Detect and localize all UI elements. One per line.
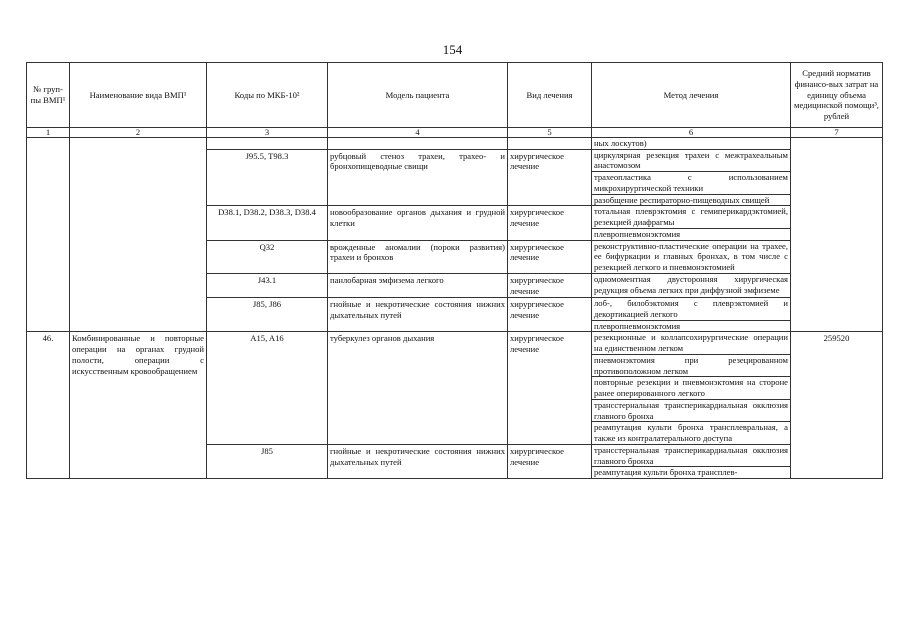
patient-model-cell: туберкулез органов дыхания	[328, 332, 508, 444]
icd-codes-cell: A15, A16	[207, 332, 328, 444]
treatment-method-cell	[592, 240, 791, 273]
column-number: 3	[207, 128, 328, 138]
vmp-name-cell	[70, 138, 207, 332]
column-number: 5	[508, 128, 592, 138]
treatment-method-cell	[592, 273, 791, 297]
icd-codes-cell: J95.5, T98.3	[207, 149, 328, 206]
treatment-method-item: лоб-, билобэктомия с плеврэктомией и декортикацией легкого	[594, 298, 788, 320]
header-treatment-method: Метод лечения	[592, 63, 791, 128]
patient-model-cell: новообразование органов дыхания и грудной клетки	[328, 206, 508, 240]
treatment-type-cell: хирургическое лечение	[508, 206, 592, 240]
treatment-method-item: плевропневмонэктомия	[594, 320, 681, 331]
group-number-cell	[27, 138, 70, 332]
patient-model-cell: панлобарная эмфизема легкого	[328, 273, 508, 297]
patient-model-cell: гнойные и некротические состояния нижних дыхательных путей	[328, 444, 508, 478]
patient-model-cell: гнойные и некротические состояния нижних дыхательных путей	[328, 298, 508, 332]
treatment-method-cell	[592, 138, 791, 150]
treatment-method-item: реконструктивно-пластические операции на трахее, ее бифуркации и главных бронхах, в том числе с резекцией легкого и пневмонэктомией	[594, 240, 788, 273]
treatment-type-cell: хирургическое лечение	[508, 240, 592, 273]
column-number: 6	[592, 128, 791, 138]
treatment-method-item: одномоментная двусторонняя хирургическая редукция объема легких при диффузной эмфиземе	[594, 273, 788, 295]
treatment-type-cell: хирургическое лечение	[508, 298, 592, 332]
column-number: 7	[791, 128, 883, 138]
icd-codes-cell: J43.1	[207, 273, 328, 297]
page-number: 154	[442, 42, 463, 57]
header-treatment-type: Вид лечения	[508, 63, 592, 128]
treatment-method-item: трансстернальная трансперикардиальная окклюзия главного бронха	[594, 444, 788, 466]
table-row	[27, 138, 883, 150]
icd-codes-cell: D38.1, D38.2, D38.3, D38.4	[207, 206, 328, 240]
treatment-method-cell	[592, 149, 791, 206]
treatment-method-item: трахеопластика с использованием микрохирургической техники	[594, 172, 788, 193]
column-number: 1	[27, 128, 70, 138]
icd-codes-cell	[207, 138, 328, 150]
patient-model-cell: рубцовый стеноз трахеи, трахео- и бронхопищеводные свищи	[328, 149, 508, 206]
treatment-method-item: циркулярная резекция трахеи с межтрахеальным анастомозом	[594, 149, 788, 171]
header-group-number: № груп- пы ВМП¹	[27, 63, 70, 128]
column-number: 4	[328, 128, 508, 138]
treatment-method-item: резекционные и коллапсохирургические операции на единственном легком	[594, 332, 788, 354]
vmp-name-cell: Комбинированные и повторные операции на органах грудной полости, операции с искусственным кровообращением	[70, 332, 207, 479]
header-row	[27, 63, 883, 128]
column-numbers-row	[27, 128, 883, 138]
table-row	[27, 332, 883, 444]
treatment-type-cell: хирургическое лечение	[508, 149, 592, 206]
icd-codes-cell: Q32	[207, 240, 328, 273]
vmp-table	[26, 62, 883, 479]
treatment-type-cell: хирургическое лечение	[508, 273, 592, 297]
icd-codes-cell: J85	[207, 444, 328, 478]
treatment-type-cell	[508, 138, 592, 150]
patient-model-cell	[328, 138, 508, 150]
header-average-cost: Средний норматив финансо-вых затрат на единицу объема медицинской помощи³, рублей	[791, 63, 883, 128]
icd-codes-cell: J85, J86	[207, 298, 328, 332]
average-cost-cell: 259520	[791, 332, 883, 479]
treatment-method-item: пневмонэктомия при резецированном противоположном легком	[594, 354, 788, 376]
average-cost-cell	[791, 138, 883, 332]
treatment-method-item: плевропневмонэктомия	[594, 228, 681, 239]
treatment-method-item: разобщение респираторно-пищеводных свищей	[594, 194, 770, 205]
treatment-method-item: реампутация культи бронха трансплевральная, а также из контралатерального доступа	[594, 422, 788, 444]
treatment-method-cell	[592, 206, 791, 240]
header-vmp-name: Наименование вида ВМП¹	[70, 63, 207, 128]
header-icd-codes: Коды по МКБ-10²	[207, 63, 328, 128]
header-patient-model: Модель пациента	[328, 63, 508, 128]
treatment-type-cell: хирургическое лечение	[508, 444, 592, 478]
column-number: 2	[70, 128, 207, 138]
treatment-method-cell	[592, 298, 791, 332]
treatment-method-item: трансстернальная трансперикардиальная окклюзия главного бронха	[594, 399, 788, 421]
group-number-cell: 46.	[27, 332, 70, 479]
treatment-method-item: реампутация культи бронха трансплев-	[594, 467, 738, 478]
patient-model-cell: врожденные аномалии (пороки развития) трахеи и бронхов	[328, 240, 508, 273]
treatment-method-item: ных лоскутов)	[594, 138, 647, 148]
treatment-method-item: повторные резекции и пневмонэктомия на стороне ранее оперированного легкого	[594, 377, 788, 399]
treatment-method-item: тотальная плеврэктомия с гемиперикардэктомией, резекцией диафрагмы	[594, 206, 788, 228]
treatment-method-cell	[592, 444, 791, 478]
treatment-type-cell: хирургическое лечение	[508, 332, 592, 444]
treatment-method-cell	[592, 332, 791, 444]
